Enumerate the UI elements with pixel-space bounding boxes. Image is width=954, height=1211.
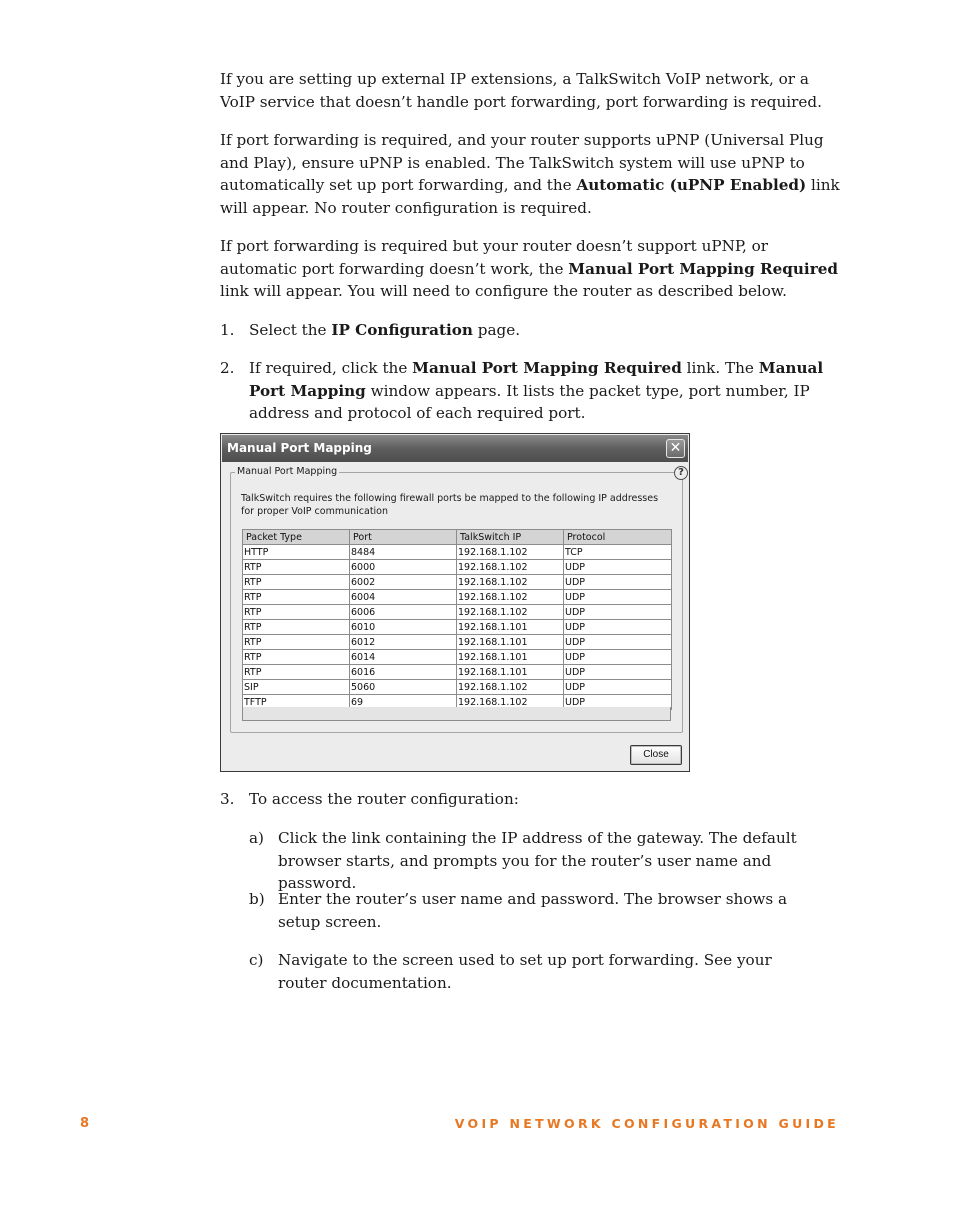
talkswitch-ip-cell: 192.168.1.102 bbox=[457, 575, 564, 590]
port-cell: 6014 bbox=[350, 650, 457, 665]
dialog-titlebar bbox=[222, 435, 688, 462]
manual-paragraph-text-2: link will appear. You will need to configure the router as described below. bbox=[220, 282, 787, 301]
step-3 bbox=[220, 788, 845, 811]
table-row[interactable] bbox=[243, 575, 672, 590]
port-cell: 6004 bbox=[350, 590, 457, 605]
packet-type-cell: RTP bbox=[243, 665, 350, 680]
step-2-bold-2: Manual Port Mapping bbox=[249, 359, 824, 400]
intro-paragraph bbox=[220, 68, 845, 113]
packet-type-cell: RTP bbox=[243, 575, 350, 590]
talkswitch-ip-cell: 192.168.1.102 bbox=[457, 560, 564, 575]
talkswitch-ip-cell: 192.168.1.102 bbox=[457, 680, 564, 695]
port-cell: 6010 bbox=[350, 620, 457, 635]
table-body bbox=[243, 545, 672, 710]
table-header-row bbox=[243, 530, 672, 545]
talkswitch-ip-cell: 192.168.1.101 bbox=[457, 620, 564, 635]
upnp-link-name: Automatic (uPNP Enabled) bbox=[576, 176, 807, 195]
packet-type-cell: RTP bbox=[243, 650, 350, 665]
protocol-cell: UDP bbox=[564, 560, 672, 575]
step-3-number: 3. bbox=[220, 790, 235, 808]
talkswitch-ip-cell: 192.168.1.102 bbox=[457, 590, 564, 605]
substep-b bbox=[249, 888, 789, 933]
groupbox-label: Manual Port Mapping bbox=[237, 466, 338, 477]
close-button[interactable]: Close bbox=[630, 745, 682, 765]
table-row[interactable] bbox=[243, 545, 672, 560]
talkswitch-ip-cell: 192.168.1.101 bbox=[457, 665, 564, 680]
packet-type-cell: RTP bbox=[243, 605, 350, 620]
talkswitch-ip-cell: 192.168.1.102 bbox=[457, 545, 564, 560]
protocol-cell: UDP bbox=[564, 665, 672, 680]
packet-type-cell: TFTP bbox=[243, 695, 350, 710]
port-cell: 6000 bbox=[350, 560, 457, 575]
manual-port-mapping-dialog bbox=[220, 433, 690, 772]
step-2-text-3: window appears. It lists the packet type, port number, IP address and protocol of each required port. bbox=[249, 381, 810, 423]
manual-paragraph-text-1: If port forwarding is required but your router doesn’t support uPNP, or automatic port forwarding doesn’t work, the bbox=[220, 237, 769, 278]
talkswitch-ip-cell: 192.168.1.101 bbox=[457, 650, 564, 665]
substep-a-text: Click the link containing the IP address of the gateway. The default browser starts, and prompts you for the router’s user name and password. bbox=[278, 829, 797, 893]
page-number: 8 bbox=[80, 1116, 90, 1131]
port-cell: 6006 bbox=[350, 605, 457, 620]
column-header-packet-type[interactable]: Packet Type bbox=[243, 530, 350, 545]
upnp-paragraph bbox=[220, 129, 845, 219]
step-2-text-2: link. The bbox=[681, 359, 759, 377]
guide-title: VOIP NETWORK CONFIGURATION GUIDE bbox=[454, 1116, 839, 1131]
step-1 bbox=[220, 319, 845, 342]
close-icon[interactable]: ✕ bbox=[666, 439, 685, 458]
port-cell: 6012 bbox=[350, 635, 457, 650]
table-row[interactable] bbox=[243, 650, 672, 665]
packet-type-cell: RTP bbox=[243, 560, 350, 575]
help-icon[interactable]: ? bbox=[674, 466, 688, 480]
protocol-cell: UDP bbox=[564, 680, 672, 695]
dialog-title: Manual Port Mapping bbox=[227, 441, 372, 455]
table-row[interactable] bbox=[243, 665, 672, 680]
packet-type-cell: SIP bbox=[243, 680, 350, 695]
table-scroll-area bbox=[242, 707, 671, 721]
step-3-body: To access the router configuration: bbox=[249, 790, 519, 808]
table-row[interactable] bbox=[243, 680, 672, 695]
manual-paragraph bbox=[220, 235, 845, 303]
protocol-cell: TCP bbox=[564, 545, 672, 560]
protocol-cell: UDP bbox=[564, 590, 672, 605]
protocol-cell: UDP bbox=[564, 695, 672, 710]
port-cell: 6002 bbox=[350, 575, 457, 590]
step-2-number: 2. bbox=[220, 359, 235, 377]
table-row[interactable] bbox=[243, 605, 672, 620]
talkswitch-ip-cell: 192.168.1.102 bbox=[457, 605, 564, 620]
step-1-text-2: page. bbox=[472, 321, 521, 339]
manual-link-name: Manual Port Mapping Required bbox=[568, 259, 838, 278]
column-header-port[interactable]: Port bbox=[350, 530, 457, 545]
step-2-bold-1: Manual Port Mapping Required bbox=[412, 359, 682, 377]
column-header-protocol[interactable]: Protocol bbox=[564, 530, 672, 545]
dialog-intro-text: TalkSwitch requires the following firewall ports be mapped to the following IP addresses for proper VoIP communication bbox=[241, 493, 659, 517]
port-mapping-table bbox=[242, 529, 672, 710]
talkswitch-ip-cell: 192.168.1.102 bbox=[457, 695, 564, 710]
port-cell: 5060 bbox=[350, 680, 457, 695]
packet-type-cell: RTP bbox=[243, 620, 350, 635]
port-cell: 69 bbox=[350, 695, 457, 710]
substep-c-text: Navigate to the screen used to set up port forwarding. See your router documentation. bbox=[278, 951, 772, 992]
substep-c-letter: c) bbox=[249, 951, 264, 969]
table-row[interactable] bbox=[243, 620, 672, 635]
packet-type-cell: RTP bbox=[243, 590, 350, 605]
substep-b-text: Enter the router’s user name and password. The browser shows a setup screen. bbox=[278, 890, 788, 931]
upnp-paragraph-text-1: If port forwarding is required, and your router supports uPNP (Universal Plug and Play), ensure uPNP is enabled. The TalkSwitch system will use uPNP to automatically set up port forwarding, and the bbox=[220, 131, 824, 195]
protocol-cell: UDP bbox=[564, 620, 672, 635]
step-1-text-1: Select the bbox=[249, 321, 332, 339]
table-row[interactable] bbox=[243, 560, 672, 575]
step-1-bold: IP Configuration bbox=[331, 321, 473, 339]
port-cell: 6016 bbox=[350, 665, 457, 680]
protocol-cell: UDP bbox=[564, 635, 672, 650]
port-cell: 8484 bbox=[350, 545, 457, 560]
column-header-talkswitch-ip[interactable]: TalkSwitch IP bbox=[457, 530, 564, 545]
protocol-cell: UDP bbox=[564, 605, 672, 620]
upnp-paragraph-text-2: link will appear. No router configuration is required. bbox=[220, 176, 840, 217]
step-2-body bbox=[249, 357, 845, 425]
step-2-text-1: If required, click the bbox=[249, 359, 413, 377]
port-mapping-groupbox bbox=[230, 466, 684, 733]
protocol-cell: UDP bbox=[564, 575, 672, 590]
substep-c bbox=[249, 949, 789, 994]
step-1-number: 1. bbox=[220, 321, 235, 339]
protocol-cell: UDP bbox=[564, 650, 672, 665]
step-1-body bbox=[249, 319, 845, 342]
substep-a bbox=[249, 827, 845, 895]
packet-type-cell: HTTP bbox=[243, 545, 350, 560]
substep-b-letter: b) bbox=[249, 890, 265, 908]
packet-type-cell: RTP bbox=[243, 635, 350, 650]
intro-paragraph-text: If you are setting up external IP extensions, a TalkSwitch VoIP network, or a VoIP service that doesn’t handle port forwarding, port forwarding is required. bbox=[220, 70, 822, 111]
table-row[interactable] bbox=[243, 635, 672, 650]
table-row[interactable] bbox=[243, 590, 672, 605]
step-2 bbox=[220, 357, 845, 425]
talkswitch-ip-cell: 192.168.1.101 bbox=[457, 635, 564, 650]
substep-a-letter: a) bbox=[249, 829, 264, 847]
